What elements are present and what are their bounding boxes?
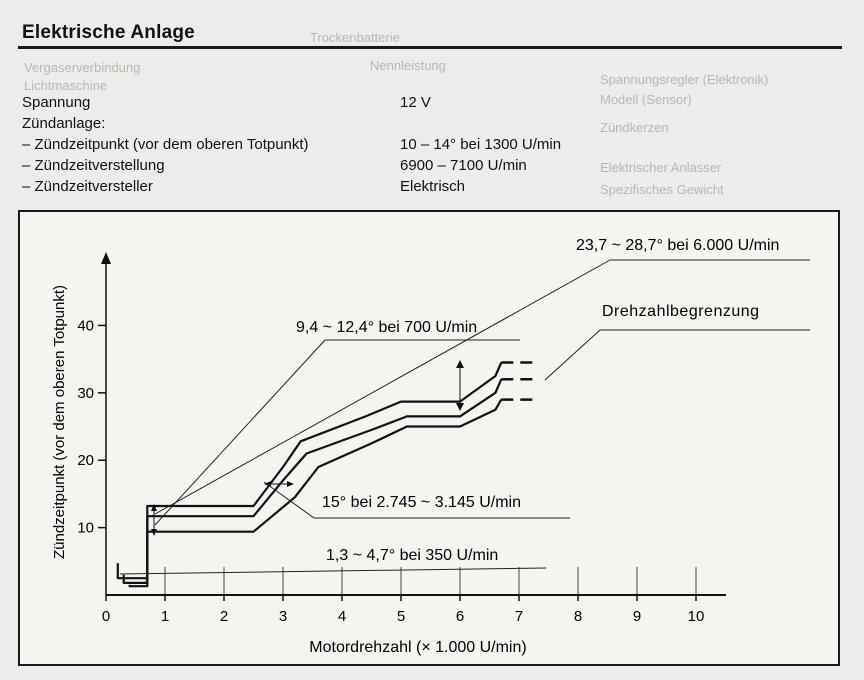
page-title: Elektrische Anlage <box>22 22 195 43</box>
x-tick-label: 6 <box>455 608 465 625</box>
x-tick-label: 7 <box>514 608 524 625</box>
ghost-text: Spannungsregler (Elektronik) <box>600 72 769 87</box>
annotation-text: 15° bei 2.745 ~ 3.145 U/min <box>322 494 521 511</box>
x-axis-label: Motordrehzahl (× 1.000 U/min) <box>309 639 527 656</box>
x-tick-label: 0 <box>101 608 111 625</box>
x-tick-label: 10 <box>687 608 705 625</box>
grid-layer <box>106 567 696 595</box>
tick-layer <box>77 317 704 625</box>
y-tick-label: 40 <box>77 317 94 335</box>
leader-line <box>155 340 325 525</box>
y-tick-label: 20 <box>77 452 94 470</box>
x-tick-label: 5 <box>396 608 406 625</box>
x-tick-label: 4 <box>337 608 347 625</box>
ghost-text: Lichtmaschine <box>24 78 108 93</box>
annotation-text: 23,7 ~ 28,7° bei 6.000 U/min <box>576 237 780 254</box>
x-tick-label: 9 <box>632 608 642 625</box>
ghost-text: Elektrischer Anlasser <box>600 160 722 175</box>
range-arrow-head <box>456 360 464 368</box>
annotation-text: 9,4 ~ 12,4° bei 700 U/min <box>296 319 478 336</box>
leader-line <box>545 330 600 380</box>
ghost-text: Trockenbatterie <box>310 30 400 45</box>
x-tick-label: 2 <box>219 608 229 625</box>
spec-value: Elektrisch <box>400 178 466 195</box>
y-tick-label: 10 <box>77 519 94 537</box>
range-arrow-head <box>287 481 294 487</box>
ghost-text: Zündkerzen <box>600 120 669 135</box>
ghost-text: Vergaserverbindung <box>24 60 141 75</box>
annotation-text: 1,3 ~ 4,7° bei 350 U/min <box>326 547 499 564</box>
y-axis-label: Zündzeitpunkt (vor dem oberen Totpunkt) <box>51 284 68 560</box>
ghost-text: Spezifisches Gewicht <box>600 182 724 197</box>
chart-frame <box>18 210 840 666</box>
leader-line <box>120 568 546 574</box>
spec-value: 10 – 14° bei 1300 U/min <box>400 136 562 153</box>
ignition-advance-chart <box>20 212 838 664</box>
leader-line <box>155 260 610 514</box>
x-tick-label: 1 <box>160 608 170 625</box>
spec-label: – Zündzeitversteller <box>22 178 153 195</box>
series-line-upper <box>118 363 502 579</box>
leader-line <box>264 482 314 518</box>
title-rule <box>18 46 842 49</box>
x-tick-label: 3 <box>278 608 288 625</box>
spec-value: 12 V <box>400 94 431 111</box>
spec-label: Zündanlage: <box>22 115 106 132</box>
spec-value: 6900 – 7100 U/min <box>400 157 527 174</box>
spec-label: – Zündzeitverstellung <box>22 157 165 174</box>
y-tick-label: 30 <box>77 384 94 402</box>
ghost-text: Nennleistung <box>370 58 446 73</box>
ghost-text: Modell (Sensor) <box>600 92 692 107</box>
spec-label: – Zündzeitpunkt (vor dem oberen Totpunkt) <box>22 136 309 153</box>
spec-label: Spannung <box>22 94 91 111</box>
range-arrow-head <box>456 403 464 411</box>
annotation-text: Drehzahlbegrenzung <box>602 303 760 320</box>
y-axis-arrow <box>101 252 111 264</box>
x-tick-label: 8 <box>573 608 583 625</box>
annotation-texts <box>296 237 779 564</box>
